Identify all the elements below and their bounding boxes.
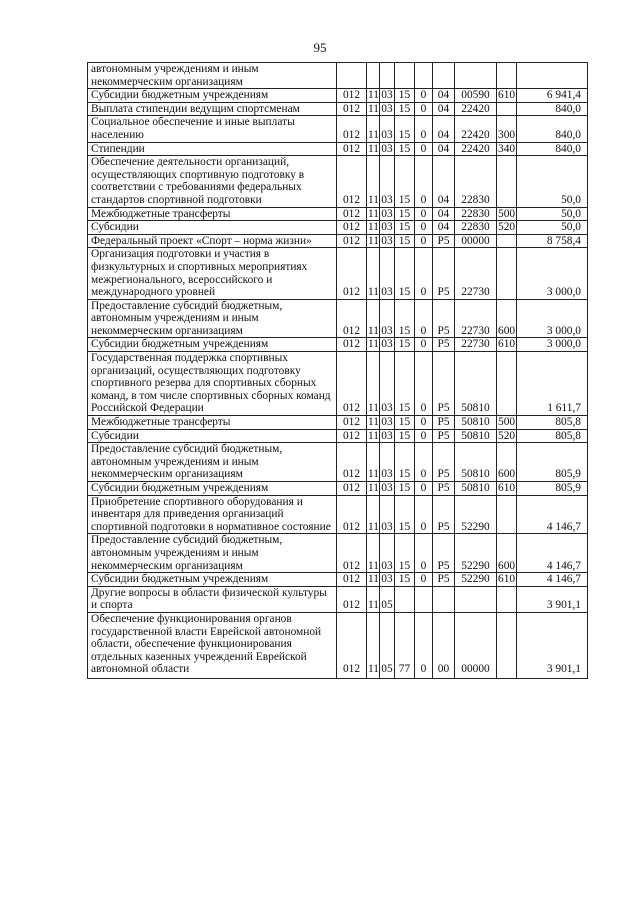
subprogram-code: 0 [415,612,433,678]
ministry-code: 012 [337,156,367,207]
direction-code: 22730 [455,299,497,338]
direction-code: 50810 [455,443,497,482]
amount: 4 146,7 [517,495,588,534]
table-row [88,116,588,142]
expense-type-code [497,248,517,299]
amount: 1 611,7 [517,352,588,416]
subsection-code: 03 [381,573,393,586]
subsection-code: 03 [380,534,395,573]
section-code: 11 [368,573,379,586]
section-code: 11 [368,429,379,442]
amount: 3 901,1 [517,586,588,612]
page-number: 95 [313,40,327,55]
direction-code: 00590 [455,89,497,103]
amount: 50,0 [517,156,588,207]
row-name: Предоставление субсидий бюджетным, автономным учреждениям и иным некоммерческим организациям [88,534,337,573]
ministry-code: 012 [337,612,367,678]
subsection-code: 03 [380,116,395,142]
table-row [88,102,588,116]
subsection-code: 03 [381,429,393,442]
ministry-code: 012 [337,102,367,116]
project-code [433,586,455,612]
project-code: 04 [433,142,455,156]
program-code: 15 [395,443,415,482]
expense-type-code [497,352,517,416]
direction-code: 50810 [455,416,497,430]
direction-code: 22830 [455,207,497,221]
amount: 50,0 [517,221,588,235]
subprogram-code: 0 [415,573,433,587]
direction-code: 00000 [455,612,497,678]
row-name: Субсидии [88,221,337,235]
ministry-code: 012 [337,495,367,534]
subsection-code: 03 [380,495,395,534]
expense-type-code: 610 [498,338,516,351]
section-code: 11 [367,495,380,534]
expense-type-code [497,102,517,116]
subsection-code: 03 [381,221,393,234]
row-name: Субсидии бюджетным учреждениям [88,573,337,587]
amount: 4 146,7 [517,573,588,587]
subsection-code: 03 [381,142,393,155]
row-name: Социальное обеспечение и иные выплаты населению [88,116,337,142]
program-code: 15 [395,102,415,116]
ministry-code [337,63,367,89]
program-code: 15 [395,338,415,352]
program-code: 15 [395,352,415,416]
section-code: 11 [367,534,380,573]
program-code: 15 [395,89,415,103]
program-code: 15 [395,116,415,142]
ministry-code: 012 [337,586,367,612]
ministry-code: 012 [337,248,367,299]
section-code: 11 [367,443,380,482]
table-row [88,234,588,248]
amount: 805,8 [517,429,588,443]
section-code: 11 [368,482,379,494]
expense-type-code: 610 [498,89,516,102]
amount: 50,0 [517,207,588,221]
ministry-code: 012 [337,207,367,221]
program-code: 15 [395,221,415,235]
row-name: Другие вопросы в области физической культуры и спорта [88,586,337,612]
program-code [395,586,415,612]
ministry-code: 012 [337,482,367,496]
direction-code: 50810 [455,429,497,443]
table-row [88,207,588,221]
expense-type-code: 610 [498,573,516,586]
table-row [88,63,588,89]
program-code: 15 [395,248,415,299]
subsection-code: 03 [381,207,393,220]
project-code: 04 [433,89,455,103]
subprogram-code: 0 [415,221,433,235]
subprogram-code: 0 [415,102,433,116]
direction-code: 22830 [455,156,497,207]
row-name: Субсидии бюджетным учреждениям [88,338,337,352]
subsection-code: 03 [381,234,393,247]
section-code: 11 [368,89,379,102]
subsection-code: 03 [381,482,393,494]
amount: 840,0 [517,142,588,156]
project-code: P5 [433,573,455,587]
direction-code: 00000 [455,234,497,248]
row-name: Субсидии [88,429,337,443]
program-code: 15 [395,156,415,207]
table-row [88,429,588,443]
expense-type-code [497,63,517,89]
table-row [88,443,588,482]
subsection-code [380,63,395,89]
section-code: 11 [367,156,380,207]
subprogram-code: 0 [415,89,433,103]
expense-type-code: 340 [498,142,516,155]
subsection-code: 03 [381,89,393,102]
subprogram-code: 0 [415,495,433,534]
expense-type-code: 600 [497,443,517,482]
project-code: 04 [433,102,455,116]
direction-code [455,586,497,612]
subprogram-code: 0 [415,207,433,221]
subprogram-code: 0 [415,234,433,248]
table-row [88,573,588,587]
table-row [88,352,588,416]
project-code: P5 [433,299,455,338]
program-code: 15 [395,534,415,573]
direction-code: 22730 [455,338,497,352]
table-row [88,248,588,299]
direction-code: 22830 [455,221,497,235]
project-code: P5 [433,234,455,248]
expense-type-code: 600 [497,534,517,573]
row-name: Межбюджетные трансферты [88,416,337,430]
program-code: 15 [395,207,415,221]
direction-code: 52290 [455,495,497,534]
direction-code: 52290 [455,534,497,573]
expense-type-code: 520 [498,429,516,442]
project-code: 04 [433,221,455,235]
expense-type-code [497,586,517,612]
section-code: 11 [368,207,379,220]
project-code: P5 [433,352,455,416]
row-name: Обеспечение функционирования органов государственной власти Еврейской автономной области, обеспечение функционирования отдельных казенных учреждений Еврейской автономной области [88,612,337,678]
amount: 805,8 [517,416,588,430]
table-row [88,612,588,678]
expense-type-code [497,234,517,248]
ministry-code: 012 [337,142,367,156]
project-code: P5 [433,443,455,482]
table-row [88,416,588,430]
subprogram-code: 0 [415,299,433,338]
ministry-code: 012 [337,89,367,103]
project-code [433,63,455,89]
amount: 805,9 [517,482,588,496]
row-name: Федеральный проект «Спорт – норма жизни» [88,234,337,248]
ministry-code: 012 [337,299,367,338]
row-name: Государственная поддержка спортивных организаций, осуществляющих подготовку спортивного резерва для спортивных сборных команд, в том числе спортивных сборных команд Российской Федерации [88,352,337,416]
expense-type-code [497,612,517,678]
subsection-code: 03 [381,102,393,115]
subsection-code: 03 [380,443,395,482]
expense-type-code [497,495,517,534]
subsection-code: 03 [380,248,395,299]
project-code: 04 [433,156,455,207]
amount: 6 941,4 [517,89,588,103]
ministry-code: 012 [337,352,367,416]
row-name: Обеспечение деятельности организаций, осуществляющих спортивную подготовку в соответствии с требованиями федеральных стандартов спортивной подготовки [88,156,337,207]
section-code: 11 [368,416,379,429]
subprogram-code: 0 [415,534,433,573]
row-name: Предоставление субсидий бюджетным, автономным учреждениям и иным некоммерческим организациям [88,299,337,338]
amount: 8 758,4 [517,234,588,248]
project-code: 04 [433,207,455,221]
table-row [88,299,588,338]
table-row [88,482,588,496]
subprogram-code: 0 [415,116,433,142]
section-code: 11 [367,586,380,612]
project-code: 00 [433,612,455,678]
direction-code: 50810 [455,482,497,496]
program-code: 15 [395,495,415,534]
section-code: 11 [367,612,380,678]
amount: 3 901,1 [517,612,588,678]
program-code: 15 [395,573,415,587]
subprogram-code: 0 [415,338,433,352]
subprogram-code: 0 [415,248,433,299]
ministry-code: 012 [337,338,367,352]
subprogram-code: 0 [415,156,433,207]
ministry-code: 012 [337,573,367,587]
direction-code [455,63,497,89]
program-code: 15 [395,142,415,156]
ministry-code: 012 [337,221,367,235]
section-code: 11 [367,352,380,416]
row-name: Межбюджетные трансферты [88,207,337,221]
row-name: Приобретение спортивного оборудования и инвентаря для приведения организаций спортивной подготовки в нормативное состояние [88,495,337,534]
project-code: P5 [433,248,455,299]
expense-type-code: 500 [498,207,516,220]
ministry-code: 012 [337,443,367,482]
expense-type-code: 600 [497,299,517,338]
direction-code: 22420 [455,142,497,156]
subprogram-code: 0 [415,352,433,416]
program-code: 15 [395,429,415,443]
section-code: 11 [368,102,379,115]
row-name: Стипендии [88,142,337,156]
subprogram-code: 0 [415,429,433,443]
amount: 4 146,7 [517,534,588,573]
row-name: Выплата стипендии ведущим спортсменам [88,102,337,116]
ministry-code: 012 [337,429,367,443]
ministry-code: 012 [337,116,367,142]
section-code: 11 [368,338,379,351]
subprogram-code [415,63,433,89]
project-code: P5 [433,338,455,352]
table-row [88,89,588,103]
direction-code: 22420 [455,102,497,116]
expense-type-code: 300 [497,116,517,142]
subprogram-code: 0 [415,142,433,156]
row-name: Организация подготовки и участия в физкультурных и спортивных мероприятиях межрегионального, всероссийского и международного уровней [88,248,337,299]
table-row [88,586,588,612]
section-code: 11 [367,116,380,142]
direction-code: 22420 [455,116,497,142]
subsection-code: 03 [380,299,395,338]
section-code: 11 [368,221,379,234]
subsection-code: 03 [381,338,393,351]
section-code: 11 [368,234,379,247]
subsection-code: 05 [380,586,395,612]
amount [517,63,588,89]
subprogram-code: 0 [415,482,433,496]
amount: 840,0 [517,102,588,116]
subsection-code: 03 [381,416,393,429]
project-code: P5 [433,534,455,573]
subprogram-code: 0 [415,443,433,482]
program-code: 15 [395,482,415,496]
direction-code: 52290 [455,573,497,587]
ministry-code: 012 [337,416,367,430]
amount: 3 000,0 [517,248,588,299]
table-row [88,534,588,573]
project-code: P5 [433,416,455,430]
row-name: Предоставление субсидий бюджетным, автономным учреждениям и иным некоммерческим организациям [88,443,337,482]
amount: 805,9 [517,443,588,482]
row-name: автономным учреждениям и иным некоммерческим организациям [88,63,337,89]
table-row [88,338,588,352]
expense-type-code: 610 [498,482,516,494]
section-code: 11 [368,142,379,155]
program-code: 77 [395,612,415,678]
row-name: Субсидии бюджетным учреждениям [88,89,337,103]
program-code: 15 [395,234,415,248]
table-row [88,495,588,534]
amount: 840,0 [517,116,588,142]
row-name: Субсидии бюджетным учреждениям [88,482,337,496]
ministry-code: 012 [337,534,367,573]
subsection-code: 03 [380,352,395,416]
subsection-code: 03 [380,156,395,207]
section-code: 11 [367,299,380,338]
expense-type-code: 500 [498,416,516,429]
program-code: 15 [395,416,415,430]
expense-type-code: 520 [498,221,516,234]
direction-code: 50810 [455,352,497,416]
table-row [88,142,588,156]
table-row [88,221,588,235]
amount: 3 000,0 [517,299,588,338]
direction-code: 22730 [455,248,497,299]
section-code [367,63,380,89]
project-code: P5 [433,495,455,534]
section-code: 11 [367,248,380,299]
expense-type-code [497,156,517,207]
project-code: P5 [433,429,455,443]
budget-table [87,62,588,679]
subsection-code: 05 [380,612,395,678]
amount: 3 000,0 [517,338,588,352]
ministry-code: 012 [337,234,367,248]
program-code [395,63,415,89]
project-code: P5 [433,482,455,496]
subprogram-code: 0 [415,416,433,430]
project-code: 04 [433,116,455,142]
program-code: 15 [395,299,415,338]
table-row [88,156,588,207]
subprogram-code [415,586,433,612]
